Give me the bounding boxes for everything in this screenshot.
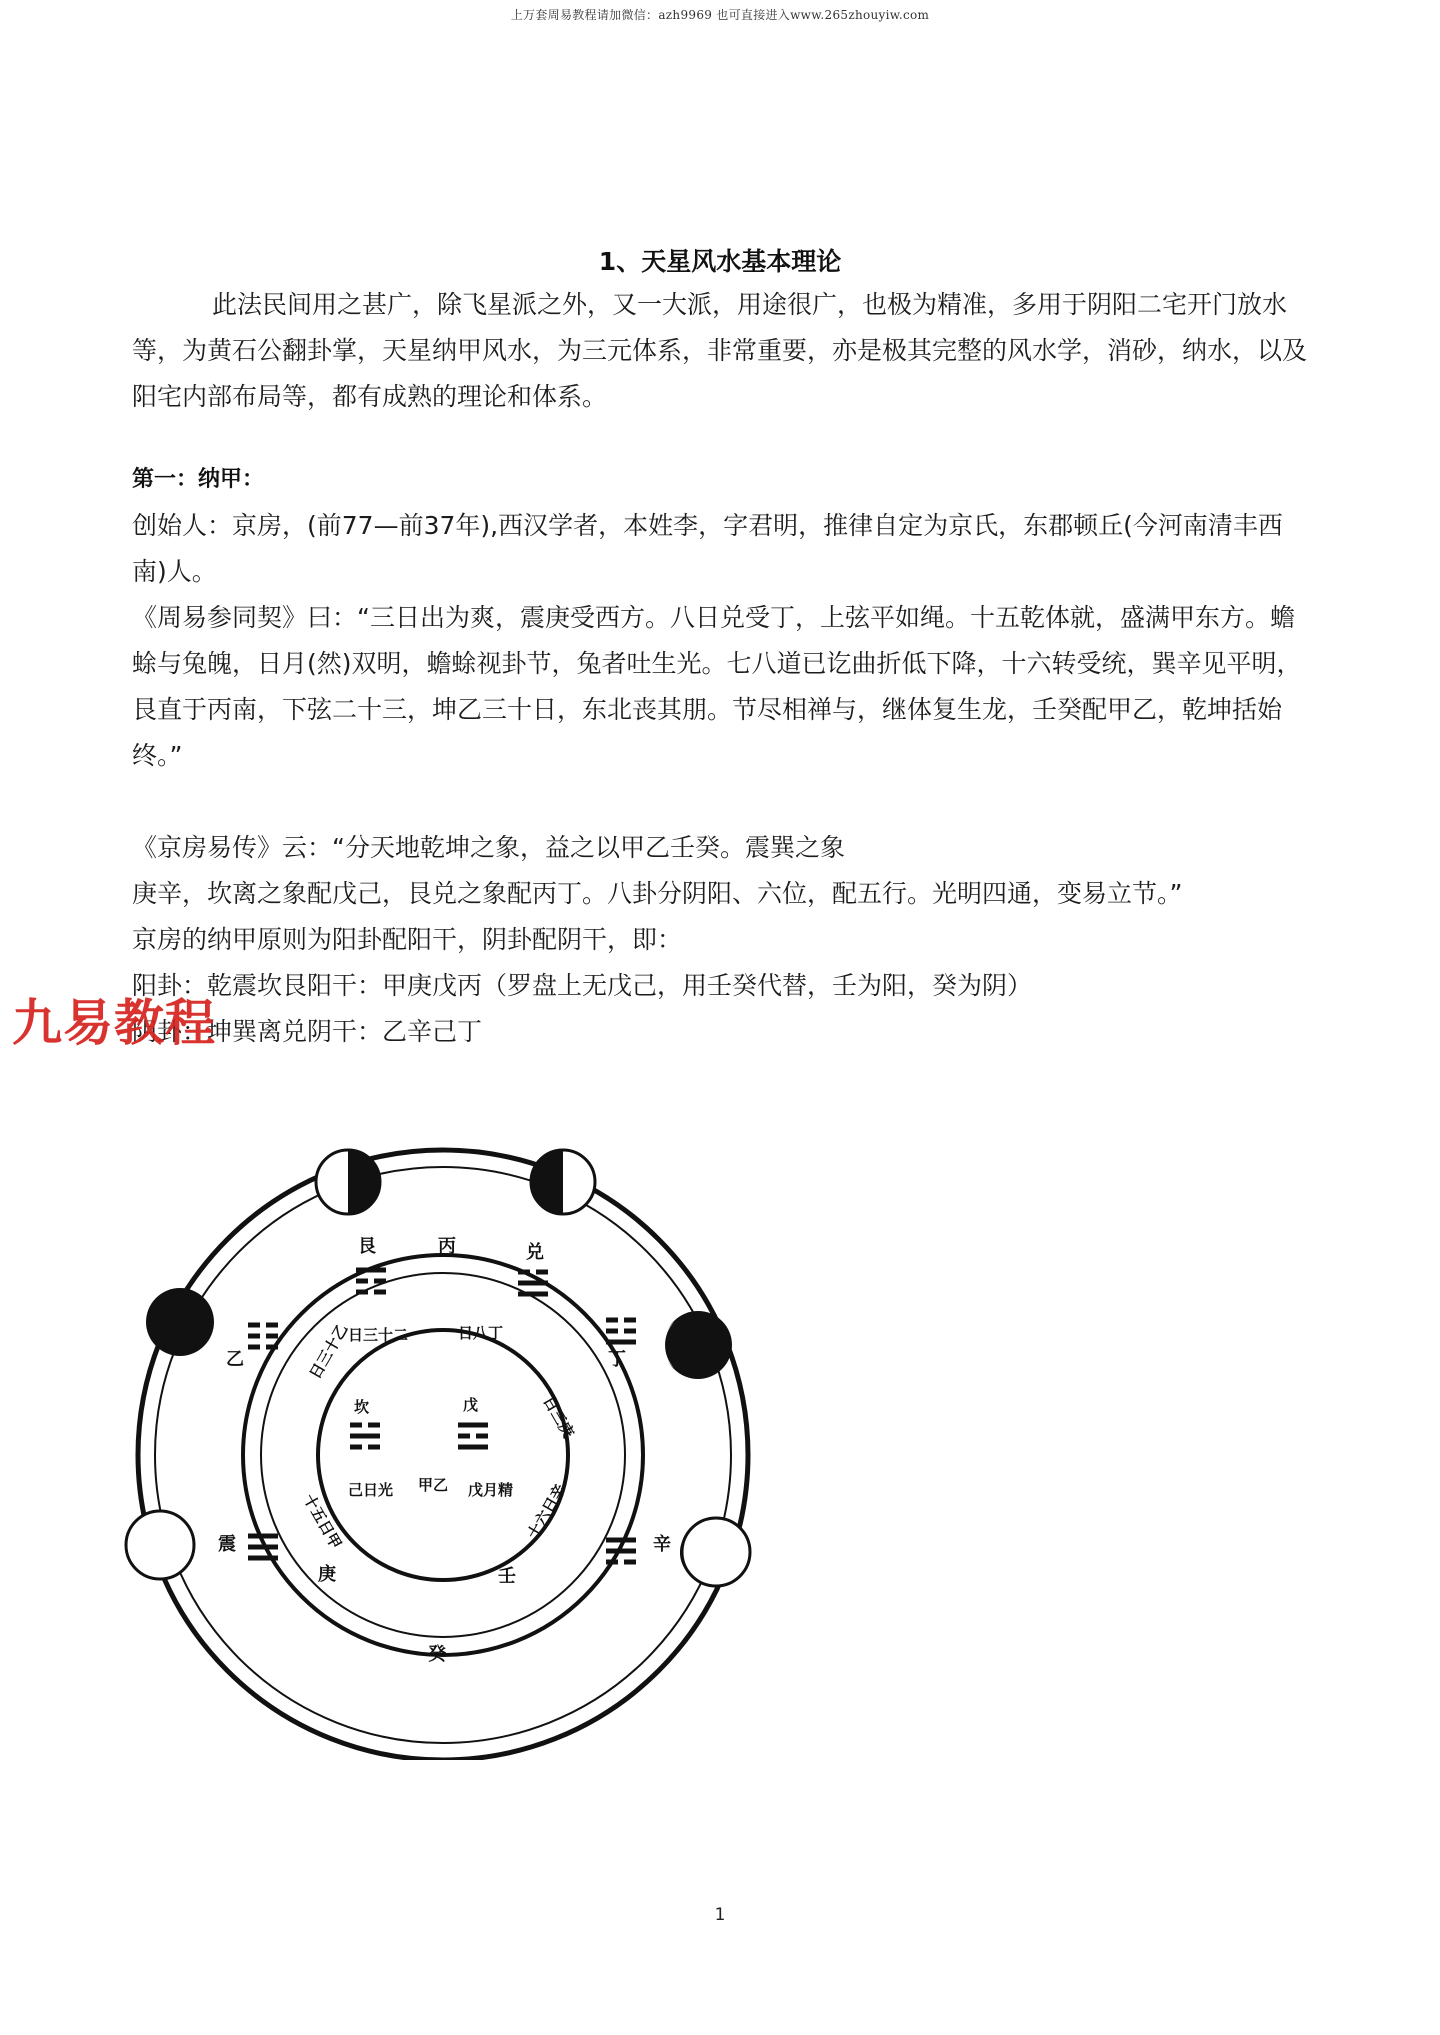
moon-full-left-icon xyxy=(126,1511,194,1579)
ring-label: 日三十乙 xyxy=(305,1321,352,1382)
center-label: 坎 xyxy=(354,1398,370,1416)
outer-label: 丙 xyxy=(438,1236,456,1257)
moon-crescent-right-icon xyxy=(663,1311,732,1379)
moon-half-dark-left-icon xyxy=(316,1150,380,1214)
yang-gua-line: 阳卦：乾震坎艮阳干：甲庚戊丙（罗盘上无戊己，用壬癸代替，壬为阳，癸为阴） xyxy=(132,971,1033,1000)
outer-label: 艮 xyxy=(358,1236,376,1257)
inner-ring-2 xyxy=(261,1273,625,1637)
outer-label: 辛 xyxy=(653,1534,671,1555)
jingfang-line-1: 《京房易传》云：“分天地乾坤之象，益之以甲乙壬癸。震巽之象 xyxy=(132,833,845,862)
center-label: 戊月精 xyxy=(468,1481,514,1499)
outer-label: 兑 xyxy=(526,1242,544,1263)
trigram-zhen-icon xyxy=(606,1320,636,1342)
ring-label: 日八丁 xyxy=(458,1324,504,1342)
jingfang-line-3: 京房的纳甲原则为阳卦配阳干，阴卦配阴干，即： xyxy=(132,925,683,954)
najia-moon-phase-diagram xyxy=(118,1140,768,1760)
trigram-symbols xyxy=(248,1270,636,1562)
cantongqi-quote: 《周易参同契》曰：“三日出为爽，震庚受西方。八日兑受丁，上弦平如绳。十五乾体就，盛满甲东方。蟾蜍与兔魄，日月(然)双明，蟾蜍视卦节，兔者吐生光。七八道已讫曲折低下降，十六转受统，巽辛见平明，艮直于丙南，下弦二十三，坤乙三十日，东北丧其朋。节尽相禅与，继体复生龙，壬癸配甲乙，乾坤括始终。” xyxy=(132,603,1302,770)
trigram-kun-icon xyxy=(248,1325,278,1347)
center-label: 戊 xyxy=(463,1396,479,1414)
ring-labels xyxy=(300,1321,578,1552)
jingfang-text-block xyxy=(132,825,1317,1055)
moon-half-dark-right-icon xyxy=(531,1150,595,1214)
moon-phase-icons xyxy=(126,1150,750,1586)
jingfang-line-2: 庚辛，坎离之象配戊己，艮兑之象配丙丁。八卦分阴阳、六位，配五行。光明四通，变易立节。” xyxy=(132,879,1183,908)
ring-label: 日三十二 xyxy=(348,1326,409,1344)
outer-label: 壬 xyxy=(498,1566,516,1587)
trigram-kan-icon xyxy=(350,1425,380,1447)
outer-labels xyxy=(218,1236,671,1665)
outer-label: 震 xyxy=(218,1534,236,1555)
ring-label: 十六日辛 xyxy=(523,1481,570,1542)
header-banner: 上万套周易教程请加微信：azh9969 也可直接进入www.265zhouyiw.com xyxy=(510,8,930,22)
outer-label: 癸 xyxy=(428,1644,446,1665)
founder-line: 创始人：京房，(前77—前37年),西汉学者，本姓李，字君明，推律自定为京氏，东郡顿丘(今河南清丰西南)人。 xyxy=(132,511,1283,586)
page-title: 1、天星风水基本理论 xyxy=(598,247,842,276)
moon-new-icon xyxy=(146,1288,214,1356)
ring-label: 十五日甲 xyxy=(299,1491,346,1552)
ring-label: 日三庚 xyxy=(539,1393,578,1441)
trigram-li-icon xyxy=(458,1425,488,1447)
watermark-logo: 九易教程 xyxy=(12,994,216,1052)
center-label: 甲乙 xyxy=(418,1476,449,1494)
outer-label: 丁 xyxy=(608,1349,626,1370)
page-number: 1 xyxy=(714,1905,726,1925)
inner-ring xyxy=(243,1255,643,1655)
center-label: 己日光 xyxy=(348,1481,394,1499)
section-heading: 第一：纳甲： xyxy=(132,467,265,492)
outer-label: 乙 xyxy=(226,1349,244,1370)
intro-text: 此法民间用之甚广，除飞星派之外，又一大派，用途很广，也极为精准，多用于阴阳二宅开门放水等，为黄石公翻卦掌，天星纳甲风水，为三元体系，非常重要，亦是极其完整的风水学，消砂，纳水，以及阳宅内部布局等，都有成熟的理论和体系。 xyxy=(132,290,1308,411)
moon-gibbous-right-icon xyxy=(680,1518,750,1586)
center-ring xyxy=(318,1330,568,1580)
yin-gua-line: 阴卦：坤巽离兑阴干：乙辛己丁 xyxy=(132,1017,483,1046)
intro-paragraph xyxy=(132,282,1317,420)
outer-label: 庚 xyxy=(318,1564,336,1585)
najia-text-block xyxy=(132,503,1317,779)
